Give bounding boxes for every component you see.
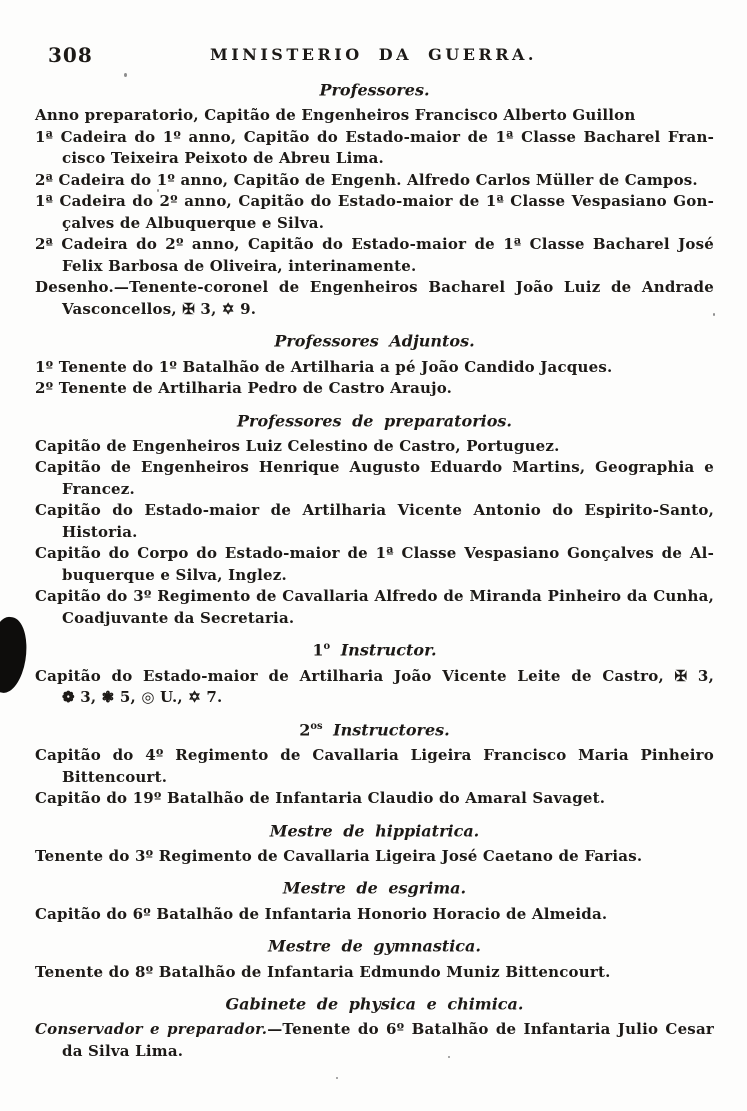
entry (35, 745, 714, 788)
entry-line: Capitão do 19º Batalhão de Infantaria Claudio do Amaral Savaget. (35, 789, 606, 808)
section-segundos-instructores (35, 716, 714, 810)
entry-line: 2ª Cadeira do 2º anno, Capitão do Estado-maior de 1ª Classe Bacharel José (35, 235, 714, 254)
entry (35, 170, 714, 192)
entry-line: Francez. (62, 479, 135, 498)
section-professores-preparatorios (35, 407, 714, 630)
scan-speck (336, 1077, 338, 1079)
entry-line-with-medal-icons: Vasconcellos, ✠ 3, ✡ 9. (62, 299, 257, 318)
entry-line: Capitão do Estado-maior de Artilharia Vicente Antonio do Espirito-Santo, (35, 501, 714, 520)
section-heading: Professores de preparatorios. (237, 410, 512, 430)
entry-line: Anno preparatorio, Capitão de Engenheiros Francisco Alberto Guillon (35, 106, 636, 125)
entry-line: Capitão do 3º Regimento de Cavallaria Alfredo de Miranda Pinheiro da Cunha, (35, 587, 714, 606)
entry-line: 2ª Cadeira do 1º anno, Capitão de Engenh. Alfredo Carlos Müller de Campos. (35, 170, 698, 189)
entry (35, 277, 714, 320)
entry-line-with-medal-icons: Capitão do Estado-maior de Artilharia João Vicente Leite de Castro, ✠ 3, (35, 666, 714, 685)
entry-line: Capitão de Engenheiros Henrique Augusto Eduardo Martins, Geographia e (35, 458, 714, 477)
entry-line: cisco Teixeira Peixoto de Abreu Lima. (62, 149, 384, 168)
entry (35, 127, 714, 170)
entry (35, 962, 714, 984)
scan-speck (448, 1056, 450, 1058)
entry-line: Historia. (62, 522, 138, 541)
entry-line (35, 1019, 714, 1041)
entry-line: 2º Tenente de Artilharia Pedro de Castro Araujo. (35, 379, 453, 398)
entry-line: 1ª Cadeira do 1º anno, Capitão do Estado-maior de 1ª Classe Bacharel Fran- (35, 127, 714, 146)
page-number: 308 (48, 43, 93, 67)
section-heading: Mestre de hippiatrica. (269, 820, 480, 840)
entry-line: çalves de Albuquerque e Silva. (62, 213, 325, 232)
entry-line: Tenente do 3º Regimento de Cavallaria Ligeira José Caetano de Farias. (35, 846, 643, 865)
entry (35, 500, 714, 543)
section-heading: Mestre de esgrima. (282, 878, 467, 898)
entry-line: Capitão do 6º Batalhão de Infantaria Honorio Horacio de Almeida. (35, 904, 608, 923)
entry-role-label: Conservador e preparador. (35, 1020, 268, 1039)
scan-speck (713, 313, 715, 316)
entry (35, 543, 714, 586)
section-mestre-esgrima (35, 874, 714, 925)
entry (35, 904, 714, 926)
entry (35, 1019, 714, 1062)
entry (35, 105, 714, 127)
entry (35, 788, 714, 810)
section-heading: $2^{os}$ Instructores. (299, 720, 450, 740)
section-mestre-gymnastica (35, 932, 714, 983)
entry (35, 586, 714, 629)
scan-speck (157, 189, 159, 192)
entry-line: Capitão do 4º Regimento de Cavallaria Ligeira Francisco Maria Pinheiro (35, 746, 714, 765)
section-primeiro-instructor (35, 636, 714, 708)
entry (35, 457, 714, 500)
entry-line: buquerque e Silva, Inglez. (62, 565, 287, 584)
entry-line: Bittencourt. (62, 767, 168, 786)
entry (35, 357, 714, 379)
section-gabinete-physica-chimica (35, 990, 714, 1062)
section-heading: 1$^o$ Instructor. (312, 640, 437, 660)
section-mestre-hippiatrica (35, 817, 714, 868)
entry-line: da Silva Lima. (62, 1041, 184, 1060)
entry-line: Capitão de Engenheiros Luiz Celestino de Castro, Portuguez. (35, 436, 560, 455)
entry-line: Desenho.—Tenente-coronel de Engenheiros Bacharel João Luiz de Andrade (35, 278, 714, 297)
section-heading: Professores Adjuntos. (274, 331, 475, 351)
entry-line-with-medal-icons: ❁ 3, ❃ 5, ◎ U., ✡ 7. (62, 688, 223, 707)
entry-line-text: —Tenente do 6º Batalhão de Infantaria Julio Cesar (267, 1020, 714, 1039)
entry (35, 436, 714, 458)
scan-speck (124, 73, 127, 77)
section-heading: Mestre de gymnastica. (268, 936, 481, 956)
section-heading: Gabinete de physica e chimica. (225, 994, 524, 1014)
entry (35, 378, 714, 400)
entry (35, 666, 714, 709)
section-professores (35, 76, 714, 320)
entry-line: Felix Barbosa de Oliveira, interinamente. (62, 256, 417, 275)
page-header (0, 0, 747, 69)
entry (35, 191, 714, 234)
entry-line: Tenente do 8º Batalhão de Infantaria Edmundo Muniz Bittencourt. (35, 962, 611, 981)
entry-line: Coadjuvante da Secretaria. (62, 608, 295, 627)
entry-line: 1º Tenente do 1º Batalhão de Artilharia a pé João Candido Jacques. (35, 357, 613, 376)
entry (35, 846, 714, 868)
page-title: MINISTERIO DA GUERRA. (210, 45, 537, 64)
entry-line: 1ª Cadeira do 2º anno, Capitão do Estado-maior de 1ª Classe Vespasiano Gon- (35, 192, 714, 211)
section-professores-adjuntos (35, 327, 714, 399)
entry (35, 234, 714, 277)
page-content (0, 76, 747, 1062)
section-heading: Professores. (319, 80, 430, 100)
entry-line: Capitão do Corpo do Estado-maior de 1ª Classe Vespasiano Gonçalves de Al- (35, 544, 714, 563)
